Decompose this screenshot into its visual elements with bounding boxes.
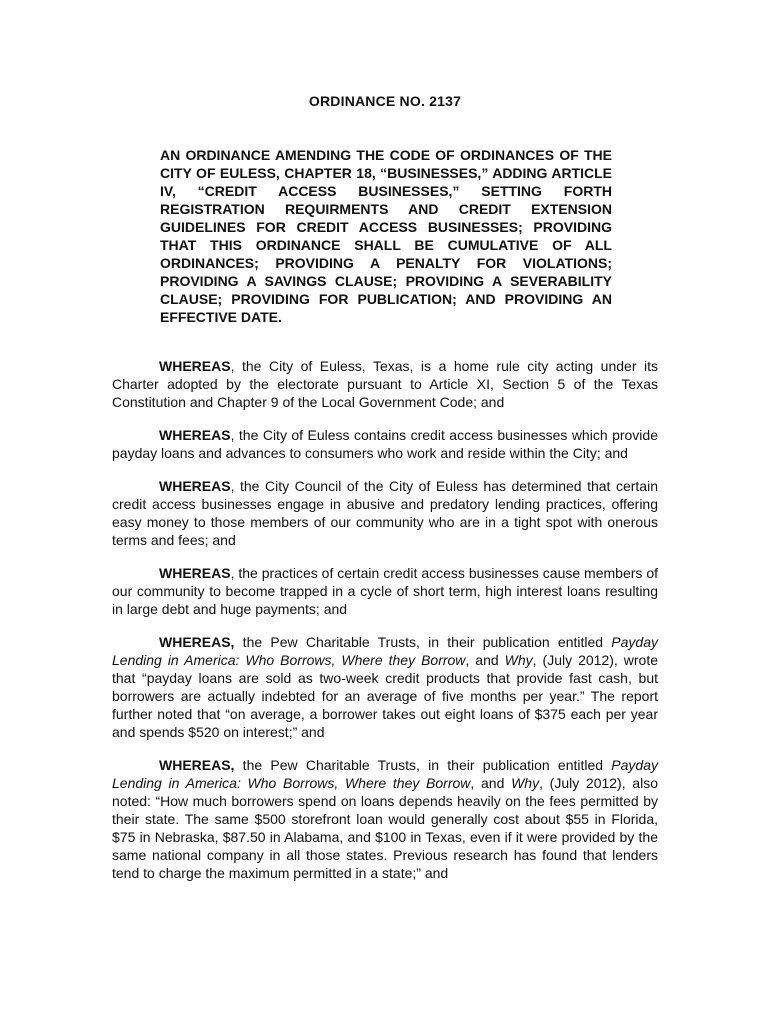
whereas-paragraph-6 — [112, 756, 658, 882]
paragraph-text: , and — [470, 775, 512, 791]
paragraph-text: , the City of Euless, Texas, is a home rule city acting under its Charter adopted by the electorate pursuant to Article XI, Section 5 of the Texas Constitution and Chapter 9 of the Local Government Code; and — [112, 358, 658, 410]
paragraph-text: , the practices of certain credit access businesses cause members of our community to become trapped in a cycle of short term, high interest loans resulting in large debt and huge payments; and — [112, 565, 658, 617]
publication-title: Payday Lending in America: Who Borrows, Where they Borrow — [112, 757, 658, 791]
paragraph-text: the Pew Charitable Trusts, in their publication entitled — [234, 757, 612, 773]
whereas-lead: WHEREAS — [159, 565, 231, 581]
whereas-paragraph-5 — [112, 633, 658, 741]
publication-title: Why — [504, 652, 533, 668]
paragraph-text: , (July 2012), wrote that “payday loans are sold as two-week credit products that provide fast cash, but borrowers are actually indebted for an average of five months per year.” The report further noted that “on average, a borrower takes out eight loans of $375 each per year and spends $520 on interest;” and — [112, 652, 658, 740]
paragraph-text: , the City of Euless contains credit access businesses which provide payday loans and advances to consumers who work and reside within the City; and — [112, 427, 658, 461]
paragraph-text: , (July 2012), also noted: “How much borrowers spend on loans depends heavily on the fees permitted by their state. The same $500 storefront loan would generally cost about $55 in Florida, $75 in Nebraska, $87.50 in Alabama, and $100 in Texas, even if it were provided by the same national company in all those states. Previous research has found that lenders tend to charge the maximum permitted in a state;” and — [112, 775, 658, 881]
paragraph-text: , the City Council of the City of Euless has determined that certain credit access businesses engage in abusive and predatory lending practices, offering easy money to those members of our community who are in a tight spot with onerous terms and fees; and — [112, 478, 658, 548]
ordinance-caption: AN ORDINANCE AMENDING THE CODE OF ORDINANCES OF THE CITY OF EULESS, CHAPTER 18, “BUSINESSES,” ADDING ARTICLE IV, “CREDIT ACCESS BUSINESSES,” SETTING FORTH REGISTRATION REQUIRMENTS AND CREDIT EXTENSION GUIDELINES FOR CREDIT ACCESS BUSINESSES; PROVIDING THAT THIS ORDINANCE SHALL BE CUMULATIVE OF ALL ORDINANCES; PROVIDING A PENALTY FOR VIOLATIONS; PROVIDING A SAVINGS CLAUSE; PROVIDING A SEVERABILITY CLAUSE; PROVIDING FOR PUBLICATION; AND PROVIDING AN EFFECTIVE DATE. — [160, 147, 612, 325]
whereas-lead: WHEREAS, — [159, 757, 235, 773]
whereas-paragraph-2 — [112, 426, 658, 462]
whereas-lead: WHEREAS, — [159, 634, 235, 650]
document-body — [112, 357, 658, 897]
whereas-paragraph-3 — [112, 477, 658, 549]
whereas-paragraph-4 — [112, 564, 658, 618]
whereas-paragraph-1 — [112, 357, 658, 411]
publication-title: Payday Lending in America: Who Borrows, Where they Borrow — [112, 634, 658, 668]
whereas-lead: WHEREAS — [159, 358, 231, 374]
paragraph-text: the Pew Charitable Trusts, in their publication entitled — [234, 634, 612, 650]
whereas-lead: WHEREAS — [159, 478, 231, 494]
paragraph-text: , and — [465, 652, 505, 668]
whereas-lead: WHEREAS — [159, 427, 231, 443]
ordinance-title: ORDINANCE NO. 2137 — [308, 93, 462, 109]
publication-title: Why — [511, 775, 540, 791]
